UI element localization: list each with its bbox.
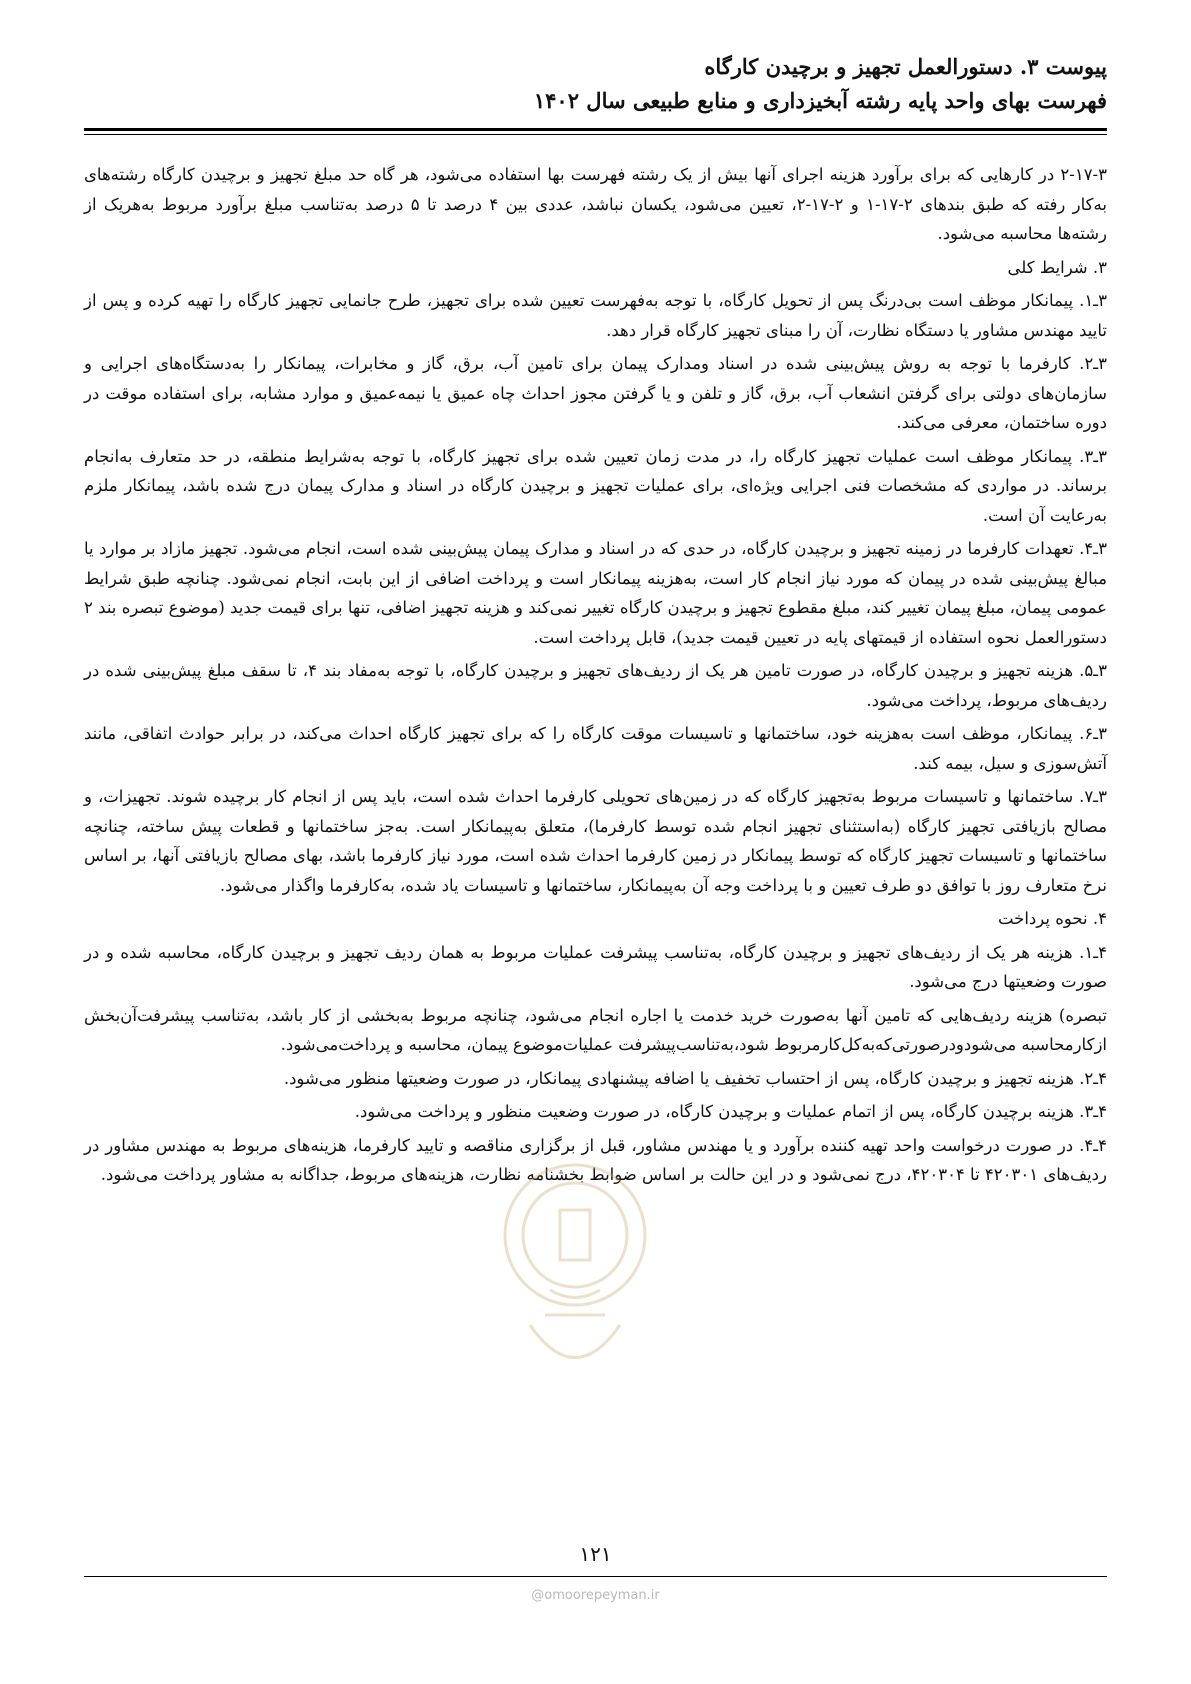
watermark-url: @omoorepeyman.ir <box>531 1588 660 1603</box>
header-rule-thick <box>84 128 1107 131</box>
footer-rule <box>84 1576 1107 1577</box>
paragraph-3-4: ۳ـ۴. تعهدات کارفرما در زمینه تجهیز و برچیدن کارگاه، در حدی که در اسناد و مدارک پیمان پیش‌بینی شده است، انجام می‌شود. تجهیز مازاد بر موارد یا مبالغ پیش‌بینی شده در پیمان که مورد نیاز انجام کار است، به‌هزینه پیمانکار است و پرداخت اضافی از این بابت، انجام نمی‌شود. چنانچه طبق شرایط عمومی پیمان، مبلغ پیمان تغییر کند، مبلغ مقطوع تجهیز و برچیدن کارگاه تغییر نمی‌کند و هزینه تجهیز اضافی، تنها برای قیمت جدید (موضوع تبصره بند ۲ دستورالعمل نحوه استفاده از قیمتهای پایه در تعیین قیمت جدید)، قابل پرداخت است. <box>84 539 1107 647</box>
paragraph-3-3: ۳ـ۳. پیمانکار موظف است عملیات تجهیز کارگاه را، در مدت زمان تعیین شده برای تجهیز کارگاه، با توجه به‌شرایط منطقه، در حد متعارف به‌انجام برساند. در مواردی که مشخصات فنی اجرایی ویژه‌ای، برای عملیات تجهیز و برچیدن کارگاه در اسناد و مدارک پیمان درج شده باشد، پیمانکار ملزم به‌رعایت آن است. <box>84 446 1107 525</box>
paragraph-3-6: ۳ـ۶. پیمانکار، موظف است به‌هزینه خود، ساختمانها و تاسیسات موقت کارگاه را که برای تجهیز کارگاه احداث می‌کند، در برابر حوادث اتفاقی، مانند آتش‌سوزی و سیل، بیمه کند. <box>84 724 1107 773</box>
paragraph-4-1: ۴ـ۱. هزینه هر یک از ردیف‌های تجهیز و برچیدن کارگاه، به‌تناسب پیشرفت عملیات مربوط به همان ردیف تجهیز و برچیدن کارگاه، محاسبه شده و در صورت وضعیتها درج می‌شود. <box>84 942 1107 991</box>
page-header <box>84 50 1107 118</box>
paragraph-4-2: ۴ـ۲. هزینه تجهیز و برچیدن کارگاه، پس از احتساب تخفیف یا اضافه پیشنهادی پیمانکار، در صورت وضعیتها منظور می‌شود. <box>283 1068 1107 1088</box>
header-rule-thin <box>84 134 1107 135</box>
paragraph-3-2: ۳ـ۲. کارفرما با توجه به روش پیش‌بینی شده در اسناد ومدارک پیمان برای تامین آب، برق، گاز و مخابرات، پیمانکار را به‌دستگاه‌های اجرایی و سازمان‌های دولتی برای گرفتن انشعاب آب، برق، گاز و تلفن و یا گرفتن مجوز احداث چاه عمیق یا نیمه‌عمیق و موارد مشابه، برای استفاده موقت در دوره ساختمان، معرفی می‌کند. <box>84 354 1107 432</box>
header-subtitle: فهرست بهای واحد پایه رشته آبخیزداری و منابع طبیعی سال ۱۴۰۲ <box>533 88 1107 113</box>
page-number: ۱۲۱ <box>579 1542 612 1566</box>
document-body <box>84 160 1107 1194</box>
paragraph-4-3: ۴ـ۳. هزینه برچیدن کارگاه، پس از اتمام عملیات و برچیدن کارگاه، در صورت وضعیت منظور و پرداخت می‌شود. <box>354 1102 1107 1121</box>
header-title: پیوست ۳. دستورالعمل تجهیز و برچیدن کارگاه <box>704 54 1107 79</box>
paragraph-3-7: ۳ـ۷. ساختمانها و تاسیسات مربوط به‌تجهیز کارگاه که در زمین‌های تحویلی کارفرما احداث شده است، باید پس از انجام کار برچیده شوند. تجهیزات، و مصالح بازیافتی تجهیز کارگاه (به‌استثنای تجهیز انجام شده توسط کارفرما)، متعلق به‌پیمانکار است. به‌جز ساختمانها و قطعات پیش ساخته، چنانچه ساختمانها و تاسیسات تجهیز کارگاه که توسط پیمانکار در زمین کارفرما احداث شده است، مورد نیاز کارفرما باشد، بهای مصالح بازیافتی آنها، بر اساس نرخ متعارف روز با توافق دو طرف تعیین و با پرداخت وجه آن به‌پیمانکار، ساختمانها و تاسیسات یاد شده، به‌کارفرما واگذار می‌شود. <box>84 787 1107 895</box>
paragraph-3-5: ۳ـ۵. هزینه تجهیز و برچیدن کارگاه، در صورت تامین هر یک از ردیف‌های تجهیز و برچیدن کارگاه، با توجه به‌مفاد بند ۴، تا سقف مبلغ پیش‌بینی شده در ردیف‌های مربوط، پرداخت می‌شود. <box>84 661 1107 710</box>
section-heading-general-conditions: ۳. شرایط کلی <box>1007 257 1107 277</box>
paragraph-3-1: ۳ـ۱. پیمانکار موظف است بی‌درنگ پس از تحویل کارگاه، با توجه به‌فهرست تعیین شده برای تجهیز، طرح جانمایی تجهیز کارگاه را تهیه کرده و پس از تایید مهندس مشاور یا دستگاه نظارت، آن را مبنای تجهیز کارگاه قرار دهد. <box>84 291 1107 340</box>
paragraph-4-4: ۴ـ۴. در صورت درخواست واحد تهیه کننده برآورد و یا مهندس مشاور، قبل از برگزاری مناقصه و تایید کارفرما، هزینه‌های مربوط به مهندس مشاور در ردیف‌های ۴۲۰۳۰۱ تا ۴۲۰۳۰۴، درج نمی‌شود و در این حالت بر اساس ضوابط بخشنامه نظارت، هزینه‌های مربوط، جداگانه به مشاور پرداخت می‌شود. <box>84 1135 1107 1184</box>
section-heading-payment: ۴. نحوه پرداخت <box>997 909 1107 928</box>
paragraph-note: تبصره) هزینه ردیف‌هایی که تامین آنها به‌صورت خرید خدمت یا اجاره انجام می‌شود، چنانچه مربوط به‌بخشی از کار باشد، به‌تناسب پیشرفت‌آن‌بخش ازکارمحاسبه می‌شودودرصورتی‌که‌به‌کل‌کارمربوط شود،به‌تناسب‌پیشرفت عملیات‌موضوع پیمان، محاسبه و پرداخت‌می‌شود. <box>84 1005 1107 1054</box>
paragraph-2-17-3: ۲-۱۷-۳ در کارهایی که برای برآورد هزینه اجرای آنها بیش از یک رشته فهرست بها استفاده می‌شود، هر گاه حد مبلغ تجهیز و برچیدن کارگاه رشته‌های به‌کار رفته که طبق بندهای ۲-۱۷-۱ و ۲-۱۷-۲، تعیین می‌شود، یکسان نباشد، عددی بین ۴ درصد تا ۵ درصد به‌تناسب مبلغ برآورد مربوط به‌هریک از رشته‌ها محاسبه می‌شود. <box>84 165 1107 243</box>
